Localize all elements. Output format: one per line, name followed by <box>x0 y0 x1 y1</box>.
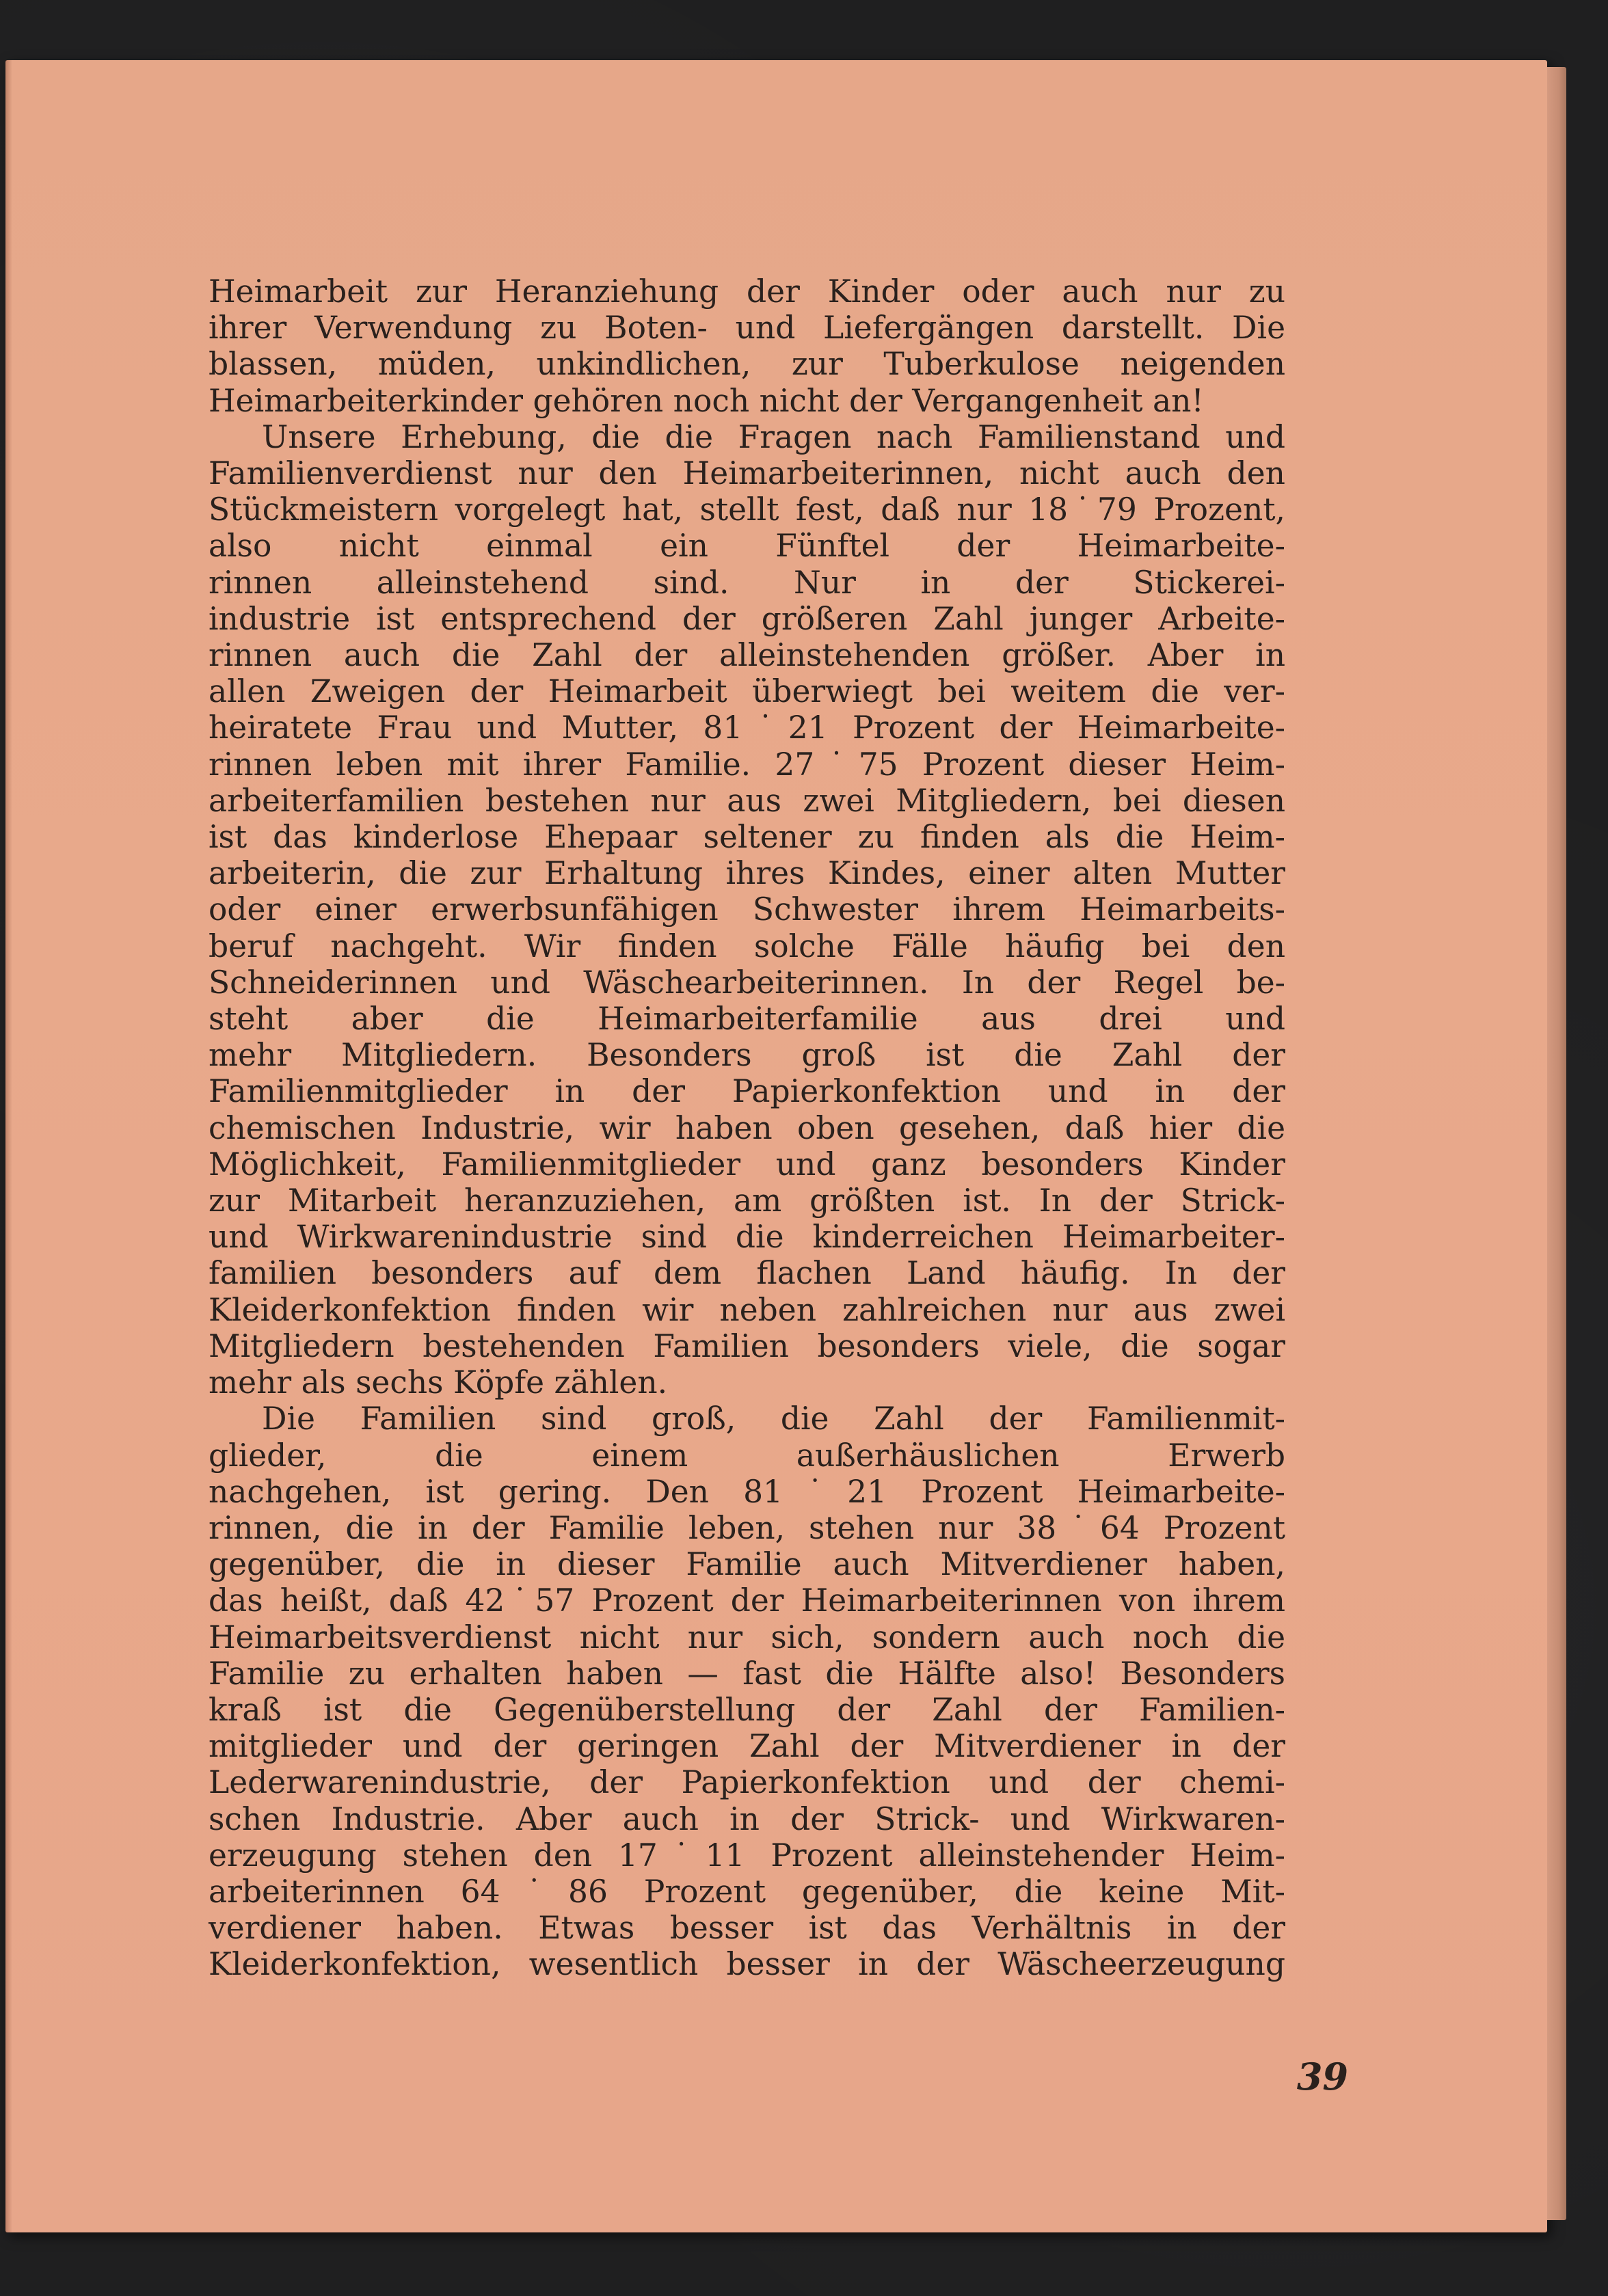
text-line: Schneiderinnen und Wäschearbeiterinnen. In der Regel be- <box>209 964 1285 1001</box>
text-line: ihrer Verwendung zu Boten- und Liefergängen darstellt. Die <box>209 310 1285 347</box>
text-line: chemischen Industrie, wir haben oben gesehen, daß hier die <box>209 1109 1285 1146</box>
text-line: zur Mitarbeit heranzuziehen, am größten ist. In der Strick- <box>209 1183 1285 1219</box>
text-line: mitglieder und der geringen Zahl der Mitverdiener in der <box>209 1728 1285 1765</box>
text-line: Familienmitglieder in der Papierkonfektion und in der <box>209 1073 1285 1110</box>
text-line: arbeiterin, die zur Erhaltung ihres Kindes, einer alten Mutter <box>209 855 1285 892</box>
text-line: das heißt, daß 42˙57 Prozent der Heimarbeiterinnen von ihrem <box>209 1582 1285 1619</box>
text-line: mehr als sechs Köpfe zählen. <box>209 1364 668 1401</box>
text-line: industrie ist entsprechend der größeren Zahl junger Arbeite- <box>209 600 1285 637</box>
text-line: familien besonders auf dem flachen Land häufig. In der <box>209 1255 1285 1292</box>
text-line: Die Familien sind groß, die Zahl der Familienmit- <box>262 1401 1285 1437</box>
text-line: nachgehen, ist gering. Den 81˙21 Prozent Heimarbeite- <box>209 1473 1285 1510</box>
text-line: steht aber die Heimarbeiterfamilie aus drei und <box>209 1001 1285 1038</box>
text-line: Kleiderkonfektion finden wir neben zahlreichen nur aus zwei <box>209 1291 1285 1328</box>
text-line: Möglichkeit, Familienmitglieder und ganz besonders Kinder <box>209 1146 1285 1183</box>
body-text <box>209 273 1285 1983</box>
text-line: Familienverdienst nur den Heimarbeiterinnen, nicht auch den <box>209 455 1285 492</box>
page-number: 39 <box>1296 2055 1348 2098</box>
text-line: kraß ist die Gegenüberstellung der Zahl der Familien- <box>209 1691 1285 1728</box>
text-line: gegenüber, die in dieser Familie auch Mitverdiener haben, <box>209 1546 1285 1583</box>
text-line: heiratete Frau und Mutter, 81˙21 Prozent der Heimarbeite- <box>209 710 1285 746</box>
text-line: arbeiterfamilien bestehen nur aus zwei Mitgliedern, bei diesen <box>209 782 1285 819</box>
text-line: Heimarbeiterkinder gehören noch nicht der Vergangenheit an! <box>209 382 1204 419</box>
text-line: rinnen auch die Zahl der alleinstehenden größer. Aber in <box>209 637 1285 674</box>
text-line: und Wirkwarenindustrie sind die kinderreichen Heimarbeiter- <box>209 1219 1285 1256</box>
text-line: schen Industrie. Aber auch in der Strick- und Wirkwaren- <box>209 1800 1285 1837</box>
text-line: Lederwarenindustrie, der Papierkonfektion und der chemi- <box>209 1764 1285 1801</box>
text-line: rinnen, die in der Familie leben, stehen nur 38˙64 Prozent <box>209 1509 1285 1546</box>
text-line: allen Zweigen der Heimarbeit überwiegt bei weitem die ver- <box>209 673 1285 710</box>
text-line: rinnen alleinstehend sind. Nur in der Stickerei- <box>209 564 1285 601</box>
text-line: beruf nachgeht. Wir finden solche Fälle häufig bei den <box>209 928 1285 964</box>
text-line: rinnen leben mit ihrer Familie. 27˙75 Prozent dieser Heim- <box>209 746 1285 783</box>
text-line: blassen, müden, unkindlichen, zur Tuberkulose neigenden <box>209 346 1285 383</box>
text-line: Unsere Erhebung, die die Fragen nach Familienstand und <box>262 418 1285 455</box>
text-line: oder einer erwerbsunfähigen Schwester ihrem Heimarbeits- <box>209 891 1285 928</box>
text-line: Mitgliedern bestehenden Familien besonders viele, die sogar <box>209 1327 1285 1364</box>
text-line: glieder, die einem außerhäuslichen Erwerb <box>209 1437 1285 1474</box>
text-line: arbeiterinnen 64˙86 Prozent gegenüber, die keine Mit- <box>209 1873 1285 1910</box>
text-line: Familie zu erhalten haben — fast die Hälfte also! Besonders <box>209 1655 1285 1692</box>
text-line: Heimarbeit zur Heranziehung der Kinder oder auch nur zu <box>209 273 1285 310</box>
text-line: ist das kinderlose Ehepaar seltener zu finden als die Heim- <box>209 819 1285 856</box>
text-line: Kleiderkonfektion, wesentlich besser in der Wäscheerzeugung <box>209 1946 1285 1983</box>
text-line: Heimarbeitsverdienst nicht nur sich, sondern auch noch die <box>209 1619 1285 1656</box>
text-line: mehr Mitgliedern. Besonders groß ist die Zahl der <box>209 1037 1285 1074</box>
text-line: erzeugung stehen den 17˙11 Prozent alleinstehender Heim- <box>209 1837 1285 1874</box>
text-line: verdiener haben. Etwas besser ist das Verhältnis in der <box>209 1910 1285 1947</box>
text-line: also nicht einmal ein Fünftel der Heimarbeite- <box>209 528 1285 565</box>
page-edge <box>1547 67 1566 2220</box>
text-line: Stückmeistern vorgelegt hat, stellt fest, daß nur 18˙79 Prozent, <box>209 491 1285 528</box>
